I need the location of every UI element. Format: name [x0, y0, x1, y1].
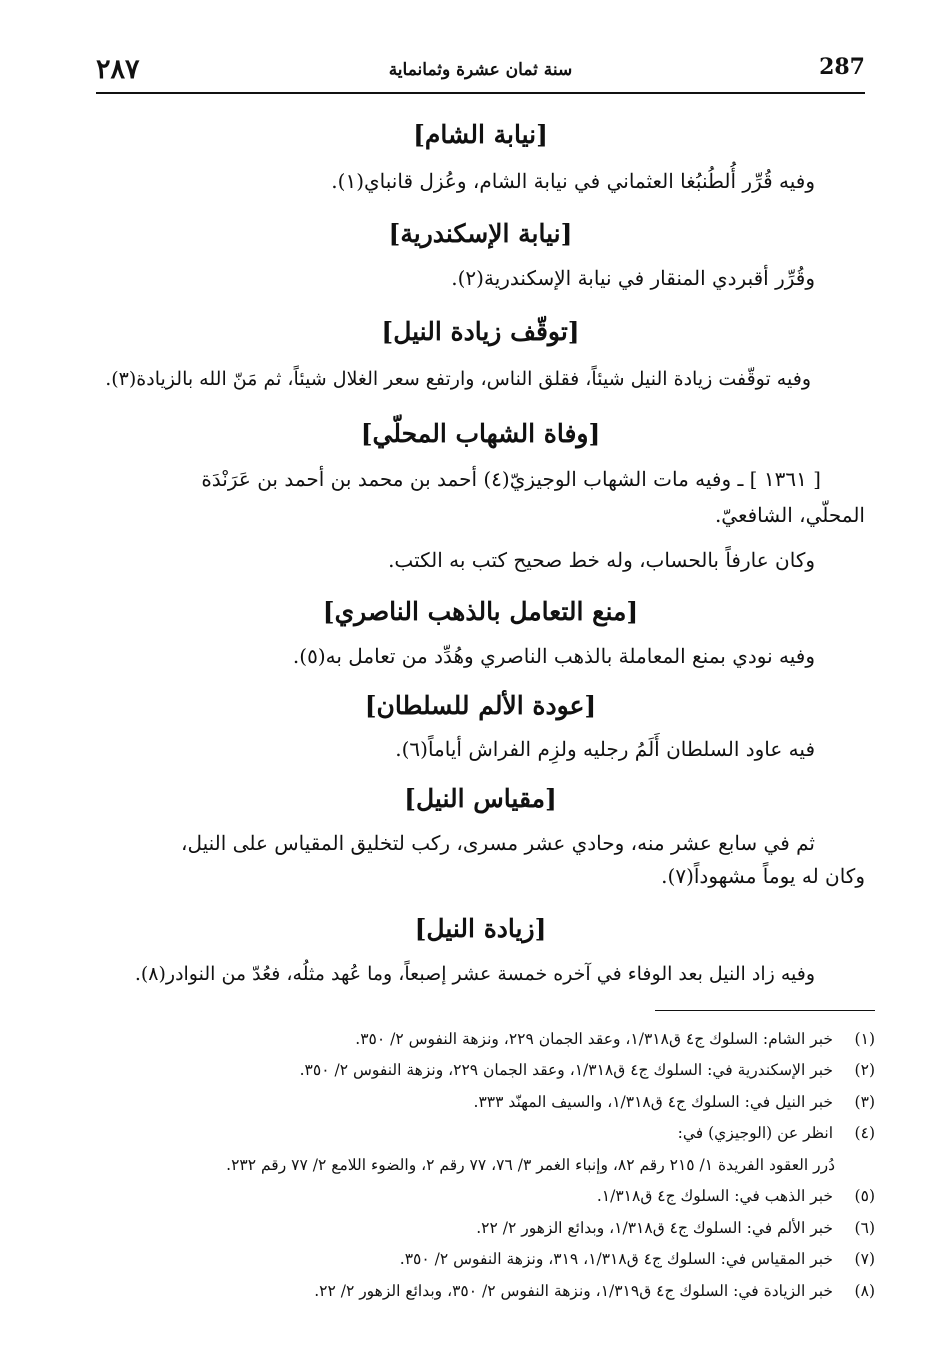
footnote-continuation	[96, 1150, 875, 1180]
footnote-text: دُرر العقود الفريدة ١/ ٢١٥ رقم ٨٢، وإنباء الغمر ٣/ ٧٦، ٧٧ رقم ٢، والضوء اللامع ٢/ ٧٧ رقم ٢٣٢.	[226, 1156, 835, 1174]
paragraph: المحلّي، الشافعيّ.	[714, 503, 865, 527]
paragraph: وفيه توقّفت زيادة النيل شيئاً، فقلق الناس، وارتفع سعر الغلال شيئاً، ثم مَنّ الله بالزيادة(٣).	[105, 368, 811, 390]
footnote-number: (٥)	[854, 1187, 875, 1205]
page-number-arabic: ٢٨٧	[96, 54, 140, 85]
footnote	[96, 1024, 875, 1054]
footnote-text: خبر الزيادة في: السلوك ج٤ ق١/٣١٩، ونزهة النفوس ٢/ ٣٥٠، وبدائع الزهور ٢/ ٢٢.	[314, 1282, 833, 1300]
paragraph: فيه عاود السلطان أَلَمُ رجليه ولزِم الفراش أياماً(٦).	[395, 737, 815, 761]
section-heading: [نيابة الإسكندرية]	[388, 219, 573, 248]
footnote	[96, 1276, 875, 1306]
running-title: سنة ثمان عشرة وثمانماية	[388, 60, 573, 80]
section-heading: [نيابة الشام]	[413, 120, 548, 149]
paragraph: وكان عارفاً بالحساب، وله خط صحيح كتب به الكتب.	[388, 548, 815, 572]
paragraph: وقُرِّر أقبردي المنقار في نيابة الإسكندرية(٢).	[451, 266, 815, 290]
paragraph: [ ١٣٦١ ] ـ وفيه مات الشهاب الوجيزيّ(٤) أحمد بن محمد بن أحمد بن عَرَنْدَة	[201, 467, 821, 491]
footnote	[96, 1213, 875, 1243]
paragraph: ثم في سابع عشر منه، وحادي عشر مسرى، ركب لتخليق المقياس على النيل،	[181, 831, 815, 855]
footnote	[96, 1244, 875, 1274]
footnote	[96, 1055, 875, 1085]
footnote-number: (٧)	[854, 1250, 875, 1268]
footnote-text: خبر المقياس في: السلوك ج٤ ق١/٣١٨، ٣١٩، ونزهة النفوس ٢/ ٣٥٠.	[399, 1250, 833, 1268]
paragraph: وفيه نودي بمنع المعاملة بالذهب الناصري وهُدِّد من تعامل به(٥).	[292, 644, 815, 668]
paragraph: وفيه زاد النيل بعد الوفاء في آخره خمسة عشر إصبعاً، وما عُهد مثلُه، فعُدّ من النوادر(٨).	[134, 963, 815, 985]
footnote-text: خبر الذهب في: السلوك ج٤ ق١/٣١٨.	[596, 1187, 833, 1205]
footnote-number: (٦)	[854, 1219, 875, 1237]
footnote-text: خبر الألم في: السلوك ج٤ ق١/٣١٨، وبدائع الزهور ٢/ ٢٢.	[476, 1219, 833, 1237]
page-number-latin: 287	[819, 54, 865, 80]
section-heading: [وفاة الشهاب المحلّي]	[360, 419, 601, 448]
footnote-text: خبر الإسكندرية في: السلوك ج٤ ق١/٣١٨، وعقد الجمان ٢٢٩، ونزهة النفوس ٢/ ٣٥٠.	[299, 1061, 833, 1079]
footnote-separator	[655, 1010, 875, 1011]
footnote-text: انظر عن (الوجيزي) في:	[677, 1124, 833, 1142]
section-heading: [توقّف زيادة النيل]	[381, 317, 580, 346]
footnote-number: (١)	[854, 1030, 875, 1048]
footnote	[96, 1181, 875, 1211]
paragraph: وفيه قُرِّر أُلطُنبُغا العثماني في نيابة الشام، وعُزل قانباي(١).	[331, 169, 815, 193]
section-heading: [منع التعامل بالذهب الناصري]	[322, 597, 639, 626]
footnote-text: خبر الشام: السلوك ج٤ ق١/٣١٨، وعقد الجمان ٢٢٩، ونزهة النفوس ٢/ ٣٥٠.	[355, 1030, 833, 1048]
footnote	[96, 1118, 875, 1148]
footnote	[96, 1087, 875, 1117]
section-heading: [عودة الألم للسلطان]	[364, 691, 597, 720]
footnote-number: (٤)	[854, 1124, 875, 1142]
footnote-number: (٣)	[854, 1093, 875, 1111]
footnote-text: خبر النيل في: السلوك ج٤ ق١/٣١٨، والسيف المهنّد ٣٣٣.	[473, 1093, 833, 1111]
footnote-number: (٨)	[854, 1282, 875, 1300]
paragraph: وكان له يوماً مشهوداً(٧).	[661, 864, 865, 888]
section-heading: [زيادة النيل]	[414, 914, 547, 943]
footnote-number: (٢)	[854, 1061, 875, 1079]
page-header	[96, 52, 865, 94]
section-heading: [مقياس النيل]	[404, 784, 557, 813]
